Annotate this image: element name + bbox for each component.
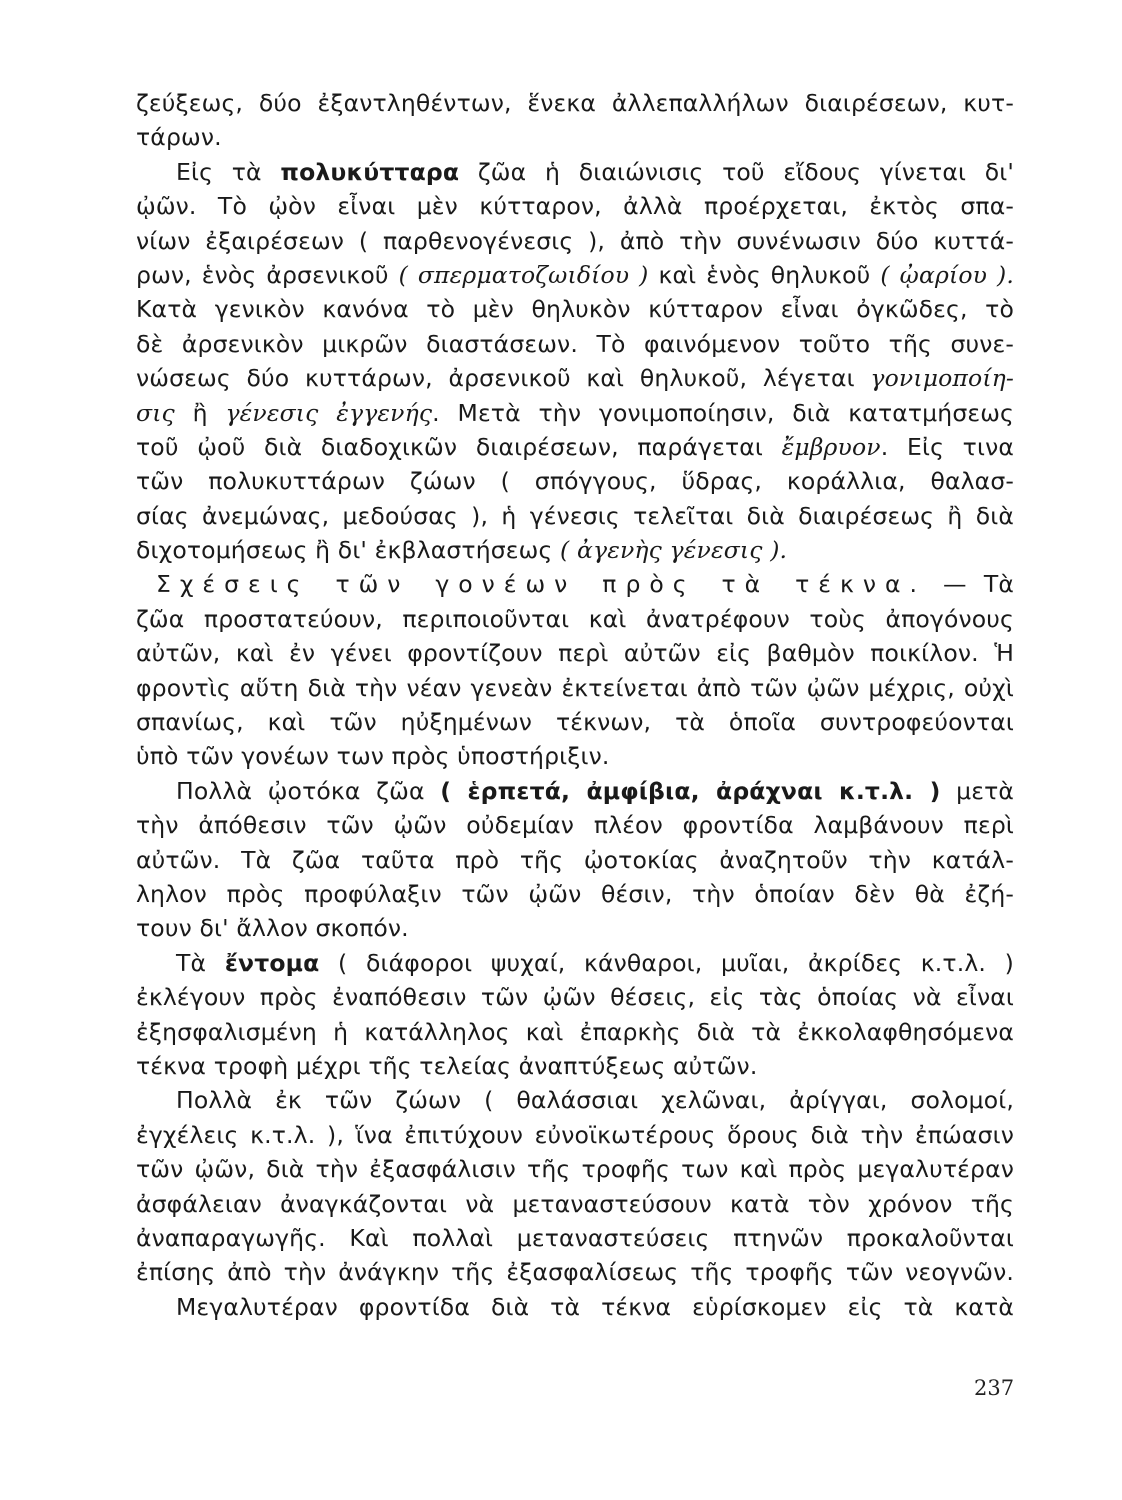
text-line [136, 1221, 1014, 1255]
text-run: σίας ἀνεμώνας, μεδούσας ), ἡ γένεσις τελεῖται διὰ διαιρέσεως ἢ διὰ [136, 501, 1014, 530]
text-run: ρων, ἑνὸς ἀρσενικοῦ [136, 260, 399, 289]
text-run: διχοτομήσεως ἢ δι' ἐκβλαστήσεως [136, 536, 561, 565]
text-run: φροντὶς αὕτη διὰ τὴν νέαν γενεὰν ἐκτείνεται ἀπὸ τῶν ᾠῶν μέχρις, οὐχὶ [136, 673, 1014, 702]
text-run: τουν δι' ἄλλον σκοπόν. [136, 914, 409, 943]
text-line [136, 1187, 1014, 1221]
text-line [136, 636, 1014, 670]
text-line [136, 292, 1014, 326]
text-run: τάρων. [136, 123, 222, 152]
text-run: ζῶα προστατεύουν, περιποιοῦνται καὶ ἀνατρέφουν τοὺς ἀπογόνους [136, 604, 1014, 633]
text-line [136, 464, 1014, 498]
text-run: νώσεως δύο κυττάρων, ἀρσενικοῦ καὶ θηλυκοῦ, λέγεται [136, 364, 871, 393]
text-run: Πολλὰ ᾠοτόκα ζῶα [176, 776, 441, 805]
text-run: ληλον πρὸς προφύλαξιν τῶν ᾠῶν θέσιν, τὴν ὁποίαν δὲν θὰ ἐζή- [136, 879, 1014, 908]
text-line [136, 671, 1014, 705]
italic-term: σις [136, 398, 175, 427]
text-line [136, 533, 1014, 567]
text-line [136, 224, 1014, 258]
text-line [136, 602, 1014, 636]
text-run: ζεύξεως, δύο ἐξαντληθέντων, ἕνεκα ἀλλεπαλλήλων διαιρέσεων, κυτ- [136, 89, 1014, 117]
text-line [136, 980, 1014, 1014]
text-line [136, 705, 1014, 739]
text-run: μετὰ [940, 776, 1015, 805]
text-run: δὲ ἀρσενικὸν μικρῶν διαστάσεων. Τὸ φαινόμενον τοῦτο τῆς συνε- [136, 329, 1014, 358]
text-run: ὑπὸ τῶν γονέων των πρὸς ὑποστήριξιν. [136, 742, 610, 771]
text-line [136, 843, 1014, 877]
text-run: ἐκλέγουν πρὸς ἐναπόθεσιν τῶν ᾠῶν θέσεις, εἰς τὰς ὁποίας νὰ εἶναι [136, 983, 1014, 1012]
text-run: . Εἰς τινα [880, 432, 1014, 461]
text-run: Πολλὰ ἐκ τῶν ζώων ( θαλάσσιαι χελῶναι, ἀρίγγαι, σολομοί, [176, 1086, 1014, 1115]
text-run: ᾠῶν. Τὸ ᾠὸν εἶναι μὲν κύτταρον, ἀλλὰ προέρχεται, ἐκτὸς σπα- [136, 192, 1014, 221]
text-line [136, 361, 1014, 395]
bold-term: ἔντομα [224, 948, 320, 977]
text-run: Κατὰ γενικὸν κανόνα τὸ μὲν θηλυκὸν κύτταρον εἶναι ὀγκῶδες, τὸ [136, 295, 1014, 324]
text-line [136, 86, 1014, 120]
text-run: τοῦ ᾠοῦ διὰ διαδοχικῶν διαιρέσεων, παράγεται [136, 432, 782, 461]
text-line [136, 739, 1014, 773]
text-run: ἢ [174, 398, 226, 427]
text-line [136, 430, 1014, 464]
italic-term: ( ἀγενὴς γένεσις ). [560, 536, 788, 565]
text-run: τῶν πολυκυττάρων ζώων ( σπόγγους, ὕδρας, κοράλλια, θαλασ- [136, 467, 1014, 496]
bold-term: ( ἑρπετά, ἀμφίβια, ἀράχναι κ.τ.λ. ) [440, 776, 941, 805]
text-line [136, 120, 1014, 154]
text-line [136, 1118, 1014, 1152]
text-run: τῶν ᾠῶν, διὰ τὴν ἐξασφάλισιν τῆς τροφῆς των καὶ πρὸς μεγαλυτέραν [136, 1155, 1014, 1184]
text-run: τέκνα τροφὴ μέχρι τῆς τελείας ἀναπτύξεως αὐτῶν. [136, 1051, 758, 1080]
text-line [136, 911, 1014, 945]
text-run: ἀσφάλειαν ἀναγκάζονται νὰ μεταναστεύσουν κατὰ τὸν χρόνον τῆς [136, 1189, 1014, 1218]
text-line [136, 946, 1014, 980]
spaced-heading: Σχέσεις τῶν γονέων πρὸς τὰ τέκνα. [156, 570, 926, 599]
text-run: ἐξησφαλισμένη ἡ κατάλληλος καὶ ἐπαρκὴς διὰ τὰ ἐκκολαφθησόμενα [136, 1017, 1014, 1046]
text-run: ζῶα ἡ διαιώνισις τοῦ εἴδους γίνεται δι' [459, 157, 1014, 186]
text-run: νίων ἐξαιρέσεων ( παρθενογένεσις ), ἀπὸ τὴν συνένωσιν δύο κυττά- [136, 226, 1014, 255]
page-number: 237 [974, 1376, 1015, 1400]
text-line [136, 1015, 1014, 1049]
bold-term: πολυκύτταρα [280, 157, 460, 186]
text-line [136, 808, 1014, 842]
text-line [136, 327, 1014, 361]
text-run: καὶ ἑνὸς θηλυκοῦ [648, 260, 881, 289]
text-run: — Τὰ [925, 570, 1014, 599]
text-line [136, 877, 1014, 911]
text-run: αὐτῶν. Τὰ ζῶα ταῦτα πρὸ τῆς ᾠοτοκίας ἀναζητοῦν τὴν κατάλ- [136, 845, 1014, 874]
italic-term: ἔμβρυον [781, 432, 881, 461]
text-line [136, 396, 1014, 430]
text-run: σπανίως, καὶ τῶν ηὐξημένων τέκνων, τὰ ὁποῖα συντροφεύονται [136, 708, 1014, 737]
text-run: Τὰ [176, 948, 225, 977]
text-line [136, 499, 1014, 533]
text-line [136, 774, 1014, 808]
text-line [136, 1049, 1014, 1083]
text-run: ἀναπαραγωγῆς. Καὶ πολλαὶ μεταναστεύσεις πτηνῶν προκαλοῦνται [136, 1223, 1014, 1252]
text-run: ἐγχέλεις κ.τ.λ. ), ἵνα ἐπιτύχουν εὐνοϊκωτέρους ὅρους διὰ τὴν ἐπώασιν [136, 1120, 1014, 1149]
text-run: ἐπίσης ἀπὸ τὴν ἀνάγκην τῆς ἐξασφαλίσεως τῆς τροφῆς τῶν νεογνῶν. [136, 1258, 1014, 1287]
italic-term: γονιμοποίη- [870, 364, 1014, 393]
italic-term: ( σπερματοζωιδίου ) [398, 260, 649, 289]
text-run: Εἰς τὰ [176, 157, 281, 186]
text-run: Μεγαλυτέραν φροντίδα διὰ τὰ τέκνα εὑρίσκομεν εἰς τὰ κατὰ [176, 1292, 1014, 1321]
text-run: . Μετὰ τὴν γονιμοποίησιν, διὰ κατατμήσεως [432, 398, 1014, 427]
text-line [136, 1290, 1014, 1324]
text-line [136, 1152, 1014, 1186]
italic-term: ( ᾠαρίου ). [880, 260, 1014, 289]
text-run: αὐτῶν, καὶ ἐν γένει φροντίζουν περὶ αὐτῶν εἰς βαθμὸν ποικίλον. Ἡ [136, 639, 1014, 668]
text-run: τὴν ἀπόθεσιν τῶν ᾠῶν οὐδεμίαν πλέον φροντίδα λαμβάνουν περὶ [136, 811, 1014, 840]
text-run: ( διάφοροι ψυχαί, κάνθαροι, μυῖαι, ἀκρίδες κ.τ.λ. ) [319, 948, 1015, 977]
text-line [136, 1255, 1014, 1289]
section-heading-line [136, 567, 1014, 601]
page-body-text [136, 86, 1014, 1324]
text-line [136, 1083, 1014, 1117]
text-line [136, 258, 1014, 292]
italic-term: γένεσις ἐγγενής [225, 398, 433, 427]
text-line [136, 189, 1014, 223]
text-line [136, 155, 1014, 189]
